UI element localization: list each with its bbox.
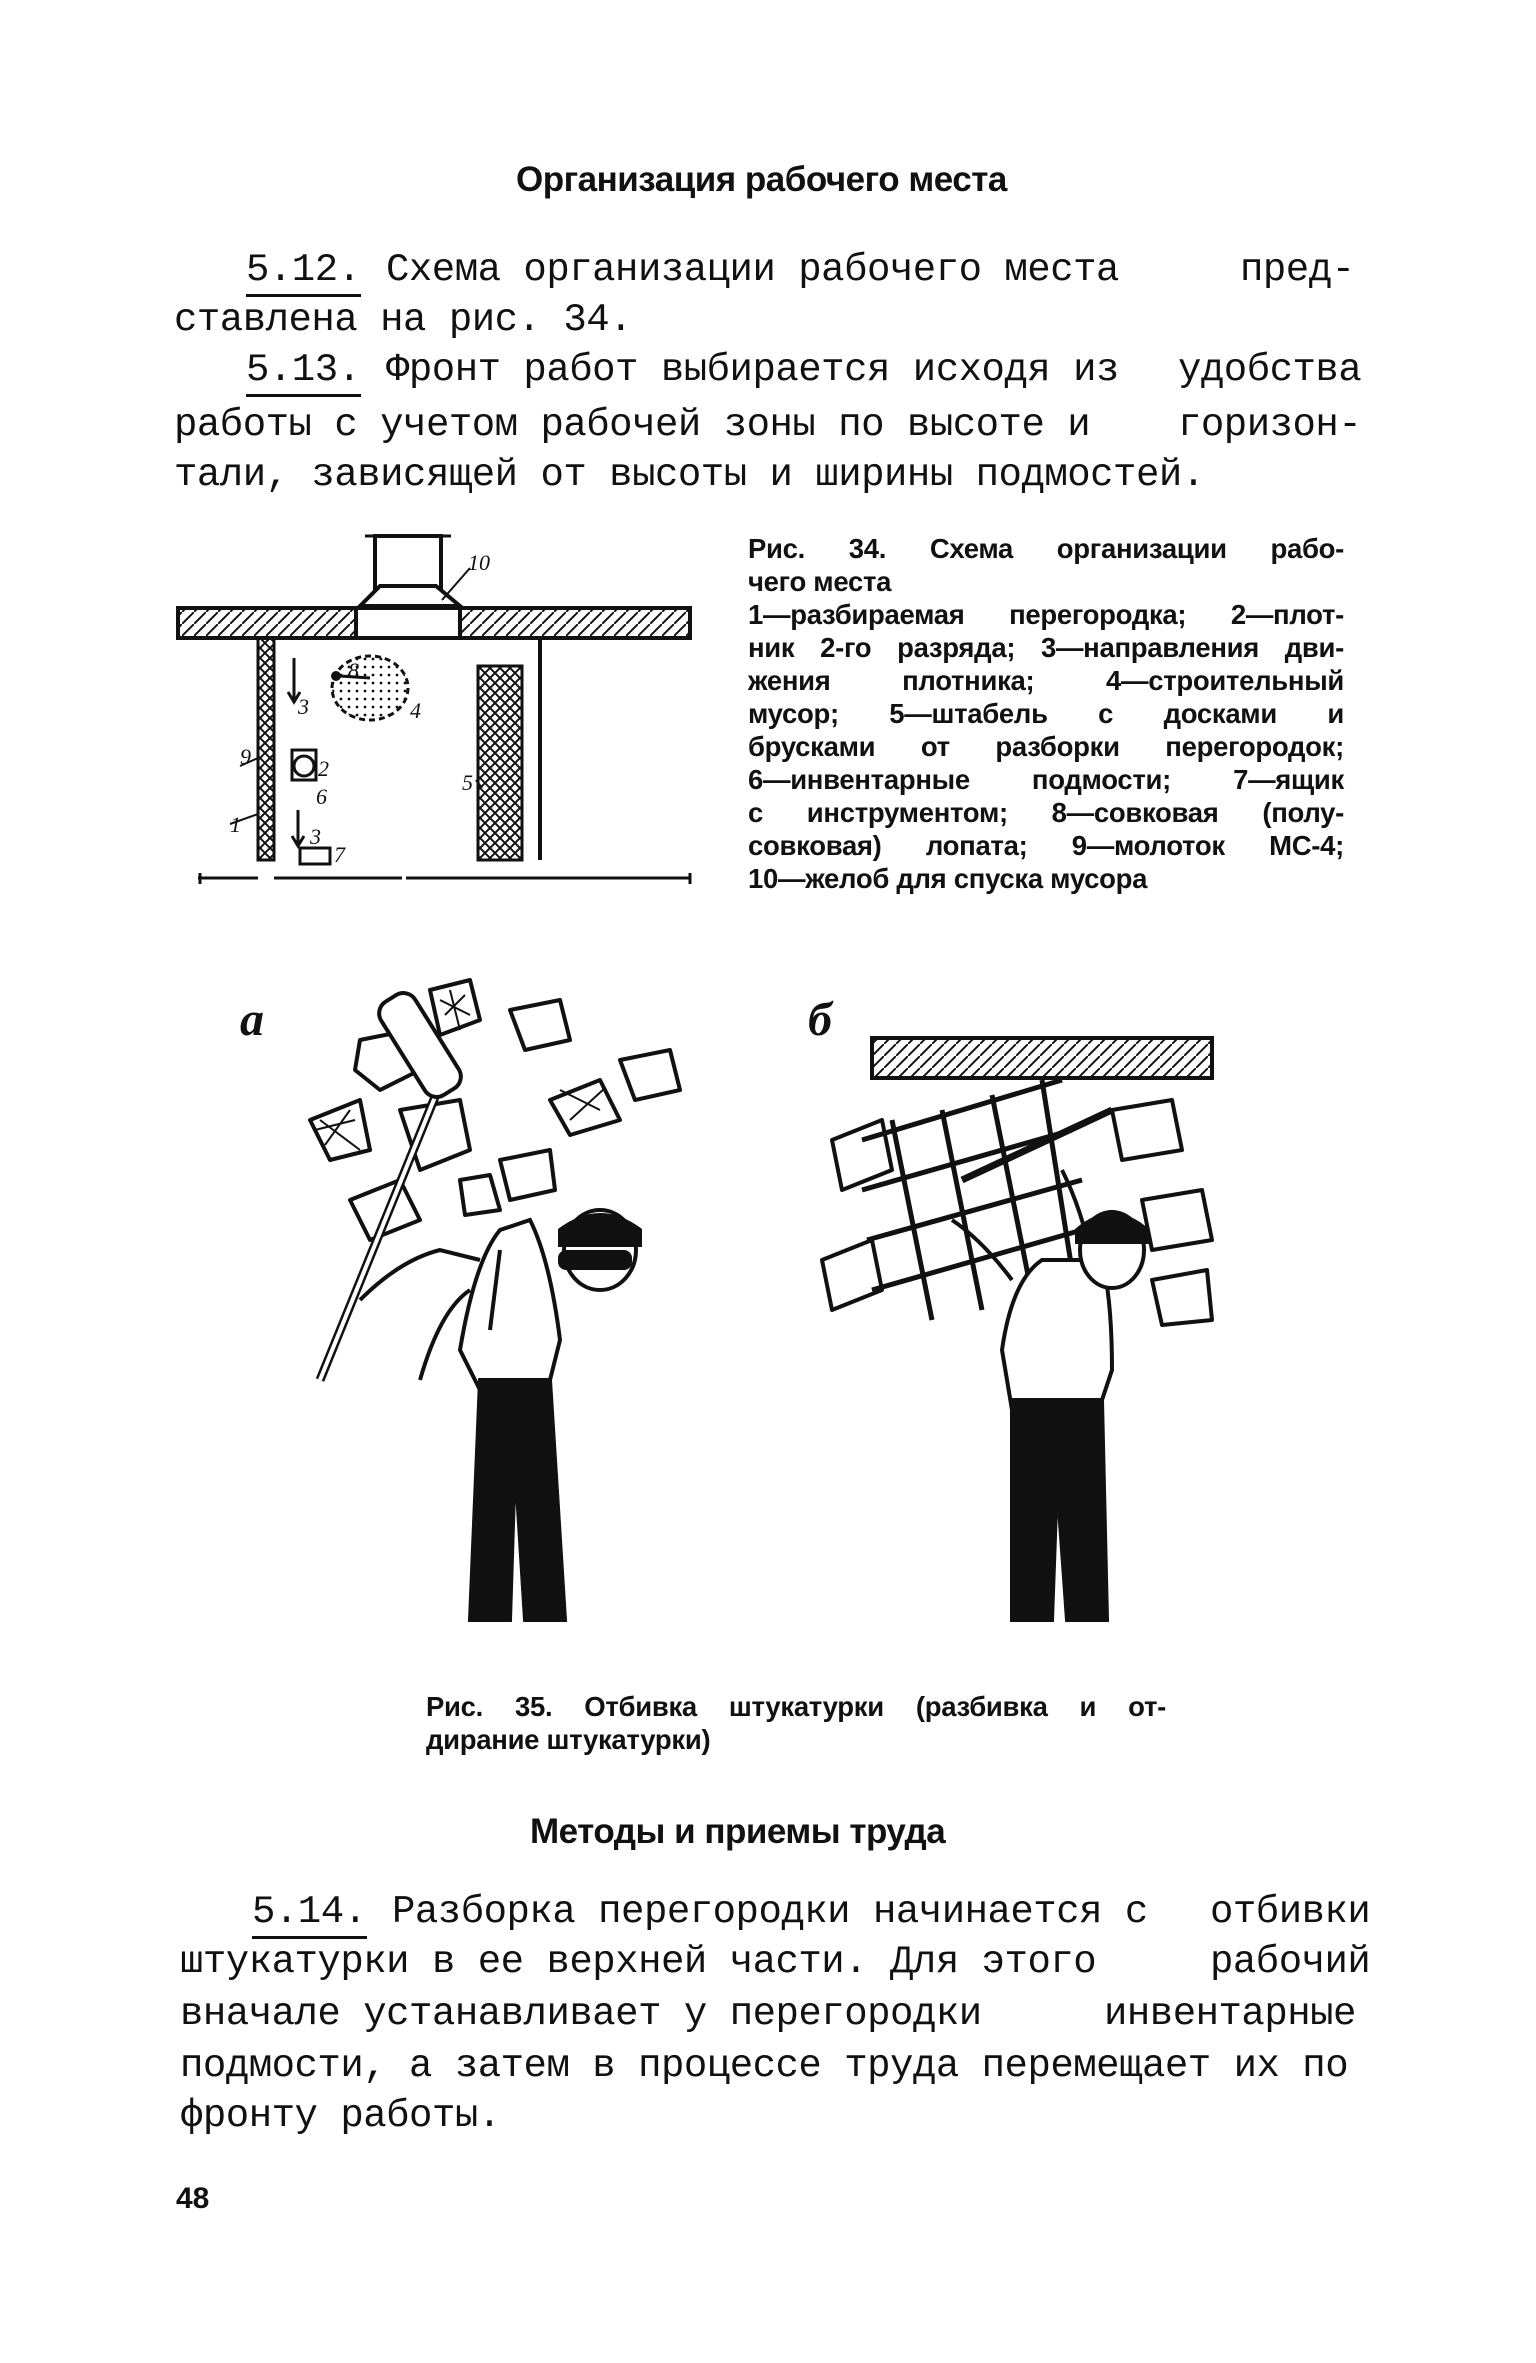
- fig35-caption: [426, 1690, 1166, 1756]
- fig34-caption-line: мусор; 5—штабель с досками и: [748, 698, 1344, 729]
- callout-10: 10: [468, 550, 490, 575]
- callout-3a: 3: [298, 694, 309, 719]
- callout-5: 5: [462, 770, 473, 795]
- fig34-caption-line: 6—инвентарные подмости; 7—ящик: [748, 764, 1344, 795]
- para-5-14-line1: Разборка перегородки начинается с: [392, 1890, 1148, 1934]
- callout-7: 7: [334, 842, 345, 867]
- fig34-caption-line: 1—разбираемая перегородка; 2—плот-: [748, 599, 1344, 630]
- callout-8: 8: [348, 658, 359, 683]
- callout-6: 6: [316, 784, 327, 809]
- para-5-13-line3: тали, зависящей от высоты и ширины подмостей.: [174, 453, 1205, 497]
- para-5-14-line2-end: рабочий: [1210, 1940, 1371, 1984]
- fig34-caption-line: 10—желоб для спуска мусора: [748, 863, 1148, 894]
- callout-4: 4: [410, 698, 421, 723]
- fig35a-illustration: [300, 960, 720, 1630]
- debris-icon: [332, 656, 408, 720]
- para-5-12-line1: Схема организации рабочего места: [386, 248, 1119, 292]
- worker-icon: [294, 756, 314, 776]
- fig35-caption-line2: дирание штукатурки): [426, 1724, 711, 1755]
- callout-2: 2: [318, 756, 329, 781]
- section2-title: Методы и приемы труда: [530, 1812, 946, 1851]
- fig35b-illustration: [812, 1020, 1232, 1630]
- para-5-12-line2: ставлена на рис. 34.: [174, 298, 633, 342]
- section-title: Организация рабочего места: [516, 160, 1007, 199]
- para-5-14-line3: вначале устанавливает у перегородки: [180, 1992, 982, 2036]
- fig35-label-b: б: [808, 993, 832, 1046]
- fig34-caption: [748, 532, 1344, 895]
- para-5-12-line1-end: пред-: [1240, 248, 1355, 292]
- para-5-13-line2-end: горизон-: [1178, 403, 1362, 447]
- page-number: 48: [176, 2182, 210, 2215]
- fig34-caption-line: жения плотника; 4—строительный: [748, 665, 1344, 696]
- para-5-13-line2: работы с учетом рабочей зоны по высоте и: [174, 403, 1091, 447]
- callout-1: 1: [230, 812, 241, 837]
- para-5-13-number: 5.13.: [246, 348, 361, 392]
- para-5-14-line1-end: отбивки: [1210, 1890, 1371, 1934]
- fig34-caption-line: брусками от разборки перегородок;: [748, 731, 1344, 762]
- para-5-14-number: 5.14.: [252, 1890, 367, 1934]
- para-5-14-line3-end: инвентарные: [1104, 1992, 1356, 2036]
- fig35-caption-line1: Рис. 35. Отбивка штукатурки (разбивка и от-: [426, 1691, 1166, 1722]
- fig34-caption-line: совковая) лопата; 9—молоток МС-4;: [748, 830, 1344, 861]
- para-5-13-line1: Фронт работ выбирается исходя из: [386, 348, 1119, 392]
- fig34-caption-line: с инструментом; 8—совковая (полу-: [748, 797, 1344, 828]
- fig35-label-a: а: [240, 993, 264, 1046]
- para-5-14-line2: штукатурки в ее верхней части. Для этого: [180, 1940, 1097, 1984]
- para-5-12-number: 5.12.: [246, 248, 361, 292]
- callout-3b: 3: [310, 824, 321, 849]
- fig34-floor-plan: [170, 528, 700, 902]
- callout-9: 9: [240, 744, 251, 769]
- fig34-caption-title2: чего места: [748, 566, 892, 597]
- fig34-caption-title: Рис. 34. Схема организации рабо-: [748, 533, 1344, 564]
- fig34-caption-line: ник 2-го разряда; 3—направления дви-: [748, 632, 1344, 663]
- toolbox-icon: [300, 848, 330, 864]
- para-5-14-line4: подмости, а затем в процессе труда перемещает их по: [180, 2044, 1349, 2088]
- para-5-14-line5: фронту работы.: [180, 2094, 501, 2138]
- para-5-13-line1-end: удобства: [1178, 348, 1362, 392]
